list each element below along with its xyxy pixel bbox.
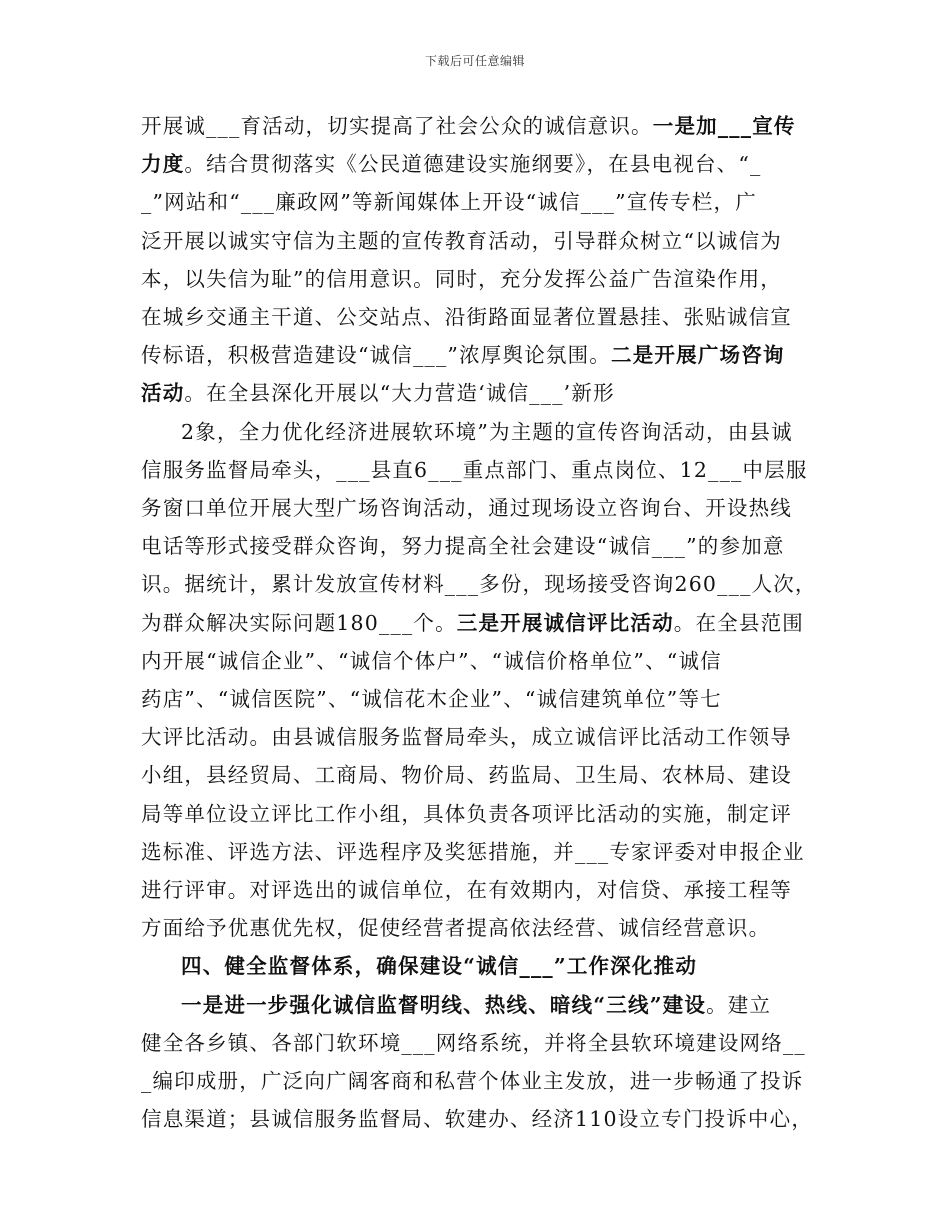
page-header: 下载后可任意编辑 (424, 54, 525, 68)
text-line (141, 188, 757, 216)
text-line (141, 761, 792, 789)
text-run: 选标准、评选方法、评选程序及奖惩措施，并___专家评委对申报企业 (141, 839, 805, 864)
text-run: 进行评审。对评选出的诚信单位，在有效期内，对信贷、承接工程等 (141, 878, 792, 902)
text-line (141, 341, 785, 369)
text-run: 。在全县深化开展以“大力营造‘诚信___’新形 (184, 381, 615, 406)
text-run: 泛开展以诚实守信为主题的宣传教育活动，引导群众树立“以诚信为 (141, 228, 782, 253)
bold-text: 力度 (141, 152, 185, 177)
text-line (141, 723, 792, 751)
text-line (141, 303, 792, 331)
text-run: 局等单位设立评比工作小组，具体负责各项评比活动的实施，制定评 (141, 801, 792, 826)
bold-text: 一是进一步强化诚信监督明线、热线、暗线“三线”建设 (181, 992, 707, 1017)
text-run: 。在全县范围 (673, 610, 804, 635)
text-line (141, 647, 722, 675)
text-run: 健全各乡镇、各部门软环境___网络系统，并将全县软环境建设网络__ (141, 1030, 806, 1055)
text-line (141, 570, 817, 598)
text-line (181, 991, 771, 1019)
text-run: 为群众解决实际问题180___个。 (141, 610, 457, 635)
bold-text: 三是开展诚信评比活动 (456, 610, 674, 635)
text-run: 内开展“诚信企业”、“诚信个体户”、“诚信价格单位”、“诚信 (141, 648, 722, 673)
text-line (141, 456, 808, 484)
text-run: _编印成册，广泛向广阔客商和私营个体业主发放，进一步畅通了投诉 (141, 1069, 804, 1093)
text-run: 药店”、“诚信医院”、“诚信花木企业”、“诚信建筑单位”等七 (141, 687, 722, 711)
text-run: 电话等形式接受群众咨询，努力提高全社会建设“诚信___”的参加意 (141, 534, 785, 559)
text-run: 信服务监督局牵头，___县直6___重点部门、重点岗位、12___中层服 (141, 457, 808, 482)
text-run: 小组，县经贸局、工商局、物价局、药监局、卫生局、农林局、建设 (141, 763, 792, 788)
text-run: 方面给予优惠优先权，促使经营者提高依法经营、诚信经营意识。 (141, 916, 771, 941)
text-run: 务窗口单位开展大型广场咨询活动，通过现场设立咨询台、开设热线 (141, 496, 792, 520)
text-line (141, 494, 792, 522)
text-line (141, 227, 782, 255)
text-line (141, 609, 804, 637)
text-line (141, 1105, 813, 1133)
text-line (141, 800, 792, 828)
bold-text: 二是开展广场咨询 (611, 343, 785, 368)
text-line (141, 379, 615, 407)
text-line (181, 418, 793, 446)
text-run: 信息渠道；县诚信服务监督局、软建办、经济110设立专门投诉中心， (141, 1107, 814, 1132)
text-line (141, 685, 722, 713)
text-line (181, 952, 697, 980)
text-run: 传标语，积极营造建设“诚信___”浓厚舆论氛围。 (141, 343, 612, 368)
text-line (141, 1067, 803, 1095)
bold-text: 一是加___宣传 (652, 114, 796, 138)
text-line (141, 838, 805, 866)
text-run: 开展诚___育活动，切实提高了社会公众的诚信意识。 (141, 114, 653, 138)
text-run: 在城乡交通主干道、公交站点、沿街路面显著位置悬挂、张贴诚信宣 (141, 305, 792, 329)
text-line (141, 914, 770, 942)
text-line (141, 876, 792, 904)
text-run: 识。据统计，累计发放宣传材料___多份，现场接受咨询260___人次， (141, 572, 817, 597)
text-run: 。结合贯彻落实《公民道德建设实施纲要》，在县电视台、“_ (184, 152, 762, 177)
text-run: 本，以失信为耻”的信用意识。同时，充分发挥公益广告渲染作用， (141, 266, 782, 291)
text-run: 2象，全力优化经济进展软环境”为主题的宣传咨询活动，由县诚 (181, 419, 793, 444)
bold-text: 活动 (141, 381, 185, 406)
text-line (141, 1029, 806, 1057)
text-line (141, 532, 785, 560)
text-run: _”网站和“___廉政网”等新闻媒体上开设“诚信___”宣传专栏，广 (141, 190, 757, 215)
text-line (141, 265, 782, 293)
text-line (141, 112, 796, 140)
bold-text: 四、健全监督体系，确保建设“诚信___”工作深化推动 (181, 954, 698, 979)
text-run: 大评比活动。由县诚信服务监督局牵头，成立诚信评比活动工作领导 (141, 725, 792, 750)
text-line (141, 150, 762, 178)
text-run: 。建立 (706, 992, 772, 1017)
